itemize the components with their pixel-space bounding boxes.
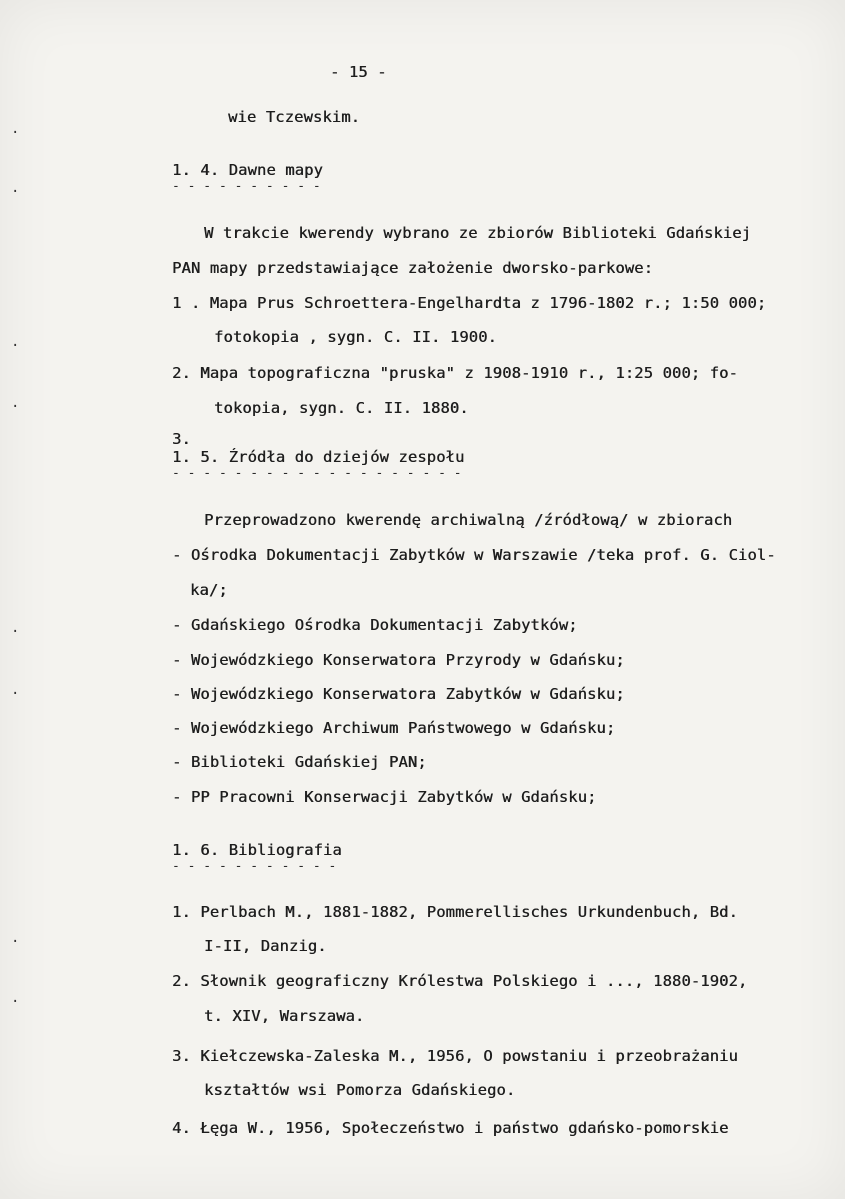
bibliography-entry-cont: I-II, Danzig. [204, 937, 327, 955]
margin-mark: · [11, 624, 20, 640]
paragraph-line: Przeprowadzono kwerendę archiwalną /źródłową/ w zbiorach [204, 511, 733, 529]
map-list-item-cont: fotokopia , sygn. C. II. 1900. [214, 328, 497, 346]
page-number: - 15 - [330, 63, 387, 81]
bibliography-entry: 2. Słownik geograficzny Królestwa Polskiego i ..., 1880-1902, [172, 972, 748, 990]
margin-mark: · [11, 934, 20, 950]
archive-list-item: - Gdańskiego Ośrodka Dokumentacji Zabytków; [172, 616, 578, 634]
archive-list-item: - Wojewódzkiego Archiwum Państwowego w Gdańsku; [172, 719, 616, 737]
map-list-item: 1 . Mapa Prus Schroettera-Engelhardta z 1796-1802 r.; 1:50 000; [172, 294, 767, 312]
struck-number: 3. [172, 430, 191, 448]
paragraph-line: PAN mapy przedstawiające założenie dworsko-parkowe: [172, 259, 654, 277]
section-heading-dawne-mapy: 1. 4. Dawne mapy [172, 161, 323, 179]
bibliography-entry: 4. Łęga W., 1956, Społeczeństwo i państwo gdańsko-pomorskie [172, 1119, 729, 1137]
continuation-line: wie Tczewskim. [228, 108, 361, 126]
archive-list-item: - Ośrodka Dokumentacji Zabytków w Warszawie /teka prof. G. Ciol- [172, 546, 776, 564]
margin-mark: · [11, 994, 20, 1010]
paragraph-line: W trakcie kwerendy wybrano ze zbiorów Biblioteki Gdańskiej [204, 224, 752, 242]
archive-list-item: - PP Pracowni Konserwacji Zabytków w Gdańsku; [172, 788, 597, 806]
margin-mark: · [11, 686, 20, 702]
map-list-item: 2. Mapa topograficzna "pruska" z 1908-1910 r., 1:25 000; fo- [172, 364, 738, 382]
section-heading-bibliografia: 1. 6. Bibliografia [172, 841, 342, 859]
section-heading-zrodla: 1. 5. Źródła do dziejów zespołu [172, 448, 465, 466]
heading-underline: - - - - - - - - - - [172, 179, 321, 194]
margin-mark: · [11, 399, 20, 415]
margin-mark: · [11, 184, 20, 200]
bibliography-entry: 1. Perlbach M., 1881-1882, Pommerellisches Urkundenbuch, Bd. [172, 903, 738, 921]
archive-list-item: - Wojewódzkiego Konserwatora Przyrody w Gdańsku; [172, 651, 625, 669]
heading-underline: - - - - - - - - - - - - - - - - - - - [172, 466, 462, 481]
bibliography-entry-cont: kształtów wsi Pomorza Gdańskiego. [204, 1081, 516, 1099]
archive-list-item: - Wojewódzkiego Konserwatora Zabytków w Gdańsku; [172, 685, 625, 703]
bibliography-entry: 3. Kiełczewska-Zaleska M., 1956, O powstaniu i przeobrażaniu [172, 1047, 738, 1065]
heading-underline: - - - - - - - - - - - [172, 859, 337, 874]
archive-list-item-cont: ka/; [190, 581, 228, 599]
margin-mark: · [11, 125, 20, 141]
map-list-item-cont: tokopia, sygn. C. II. 1880. [214, 399, 469, 417]
bibliography-entry-cont: t. XIV, Warszawa. [204, 1007, 365, 1025]
archive-list-item: - Biblioteki Gdańskiej PAN; [172, 753, 427, 771]
margin-mark: · [11, 338, 20, 354]
